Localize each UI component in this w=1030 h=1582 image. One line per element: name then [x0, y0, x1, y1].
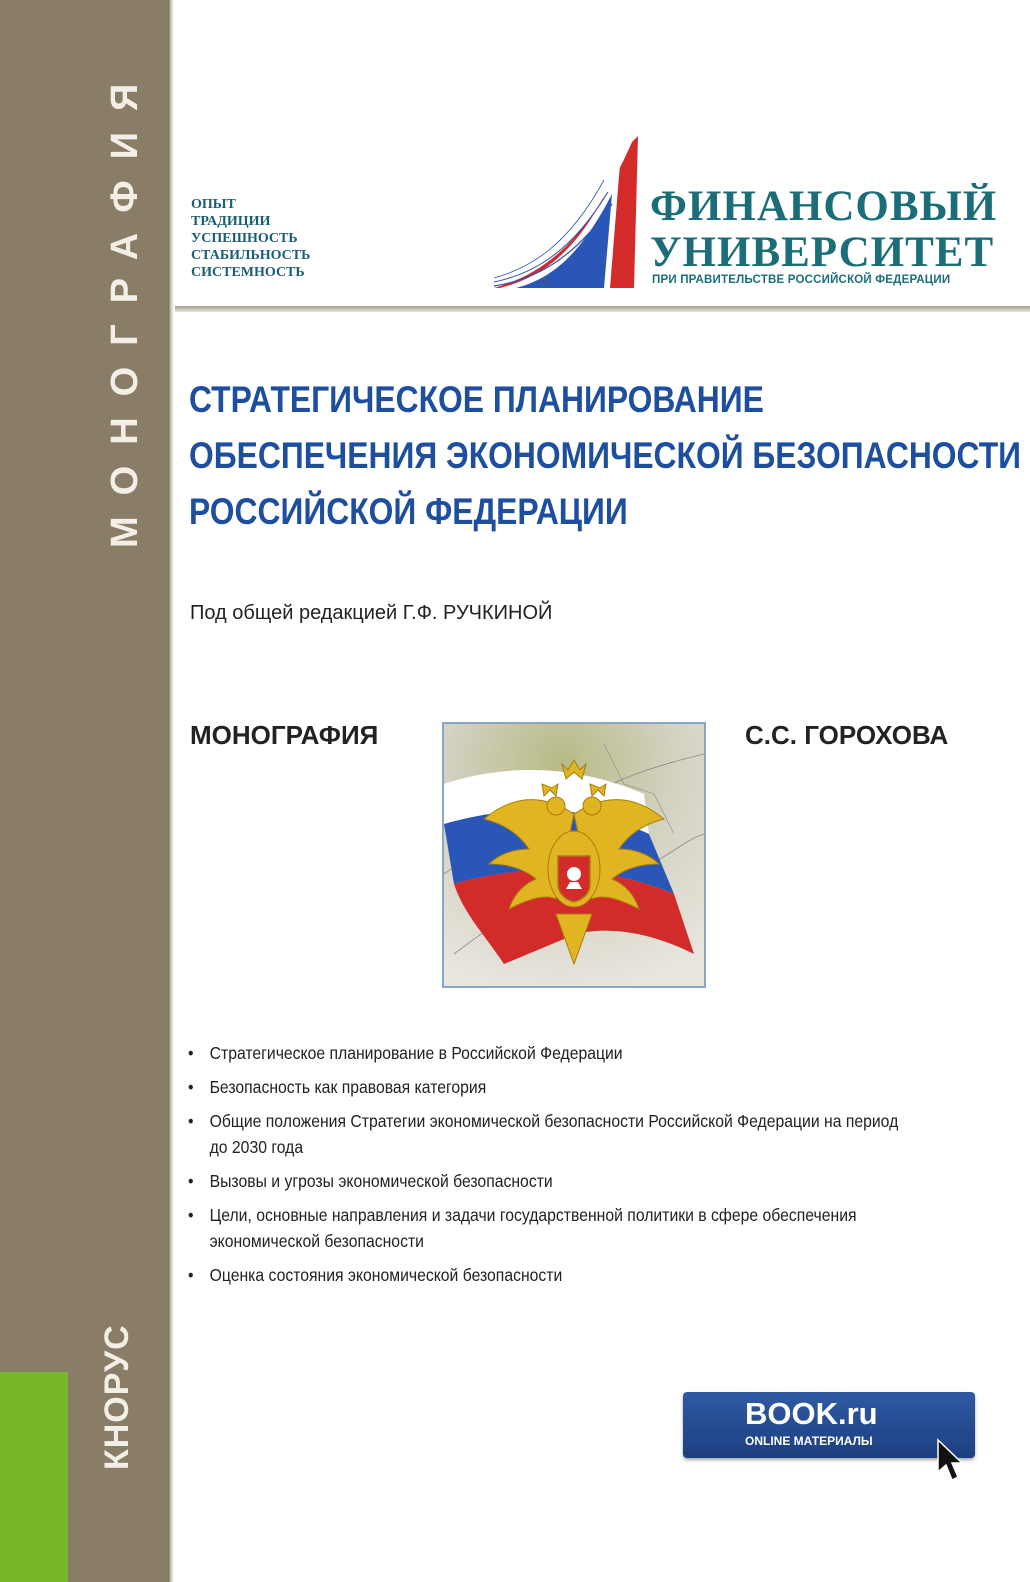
list-item: • Стратегическое планирование в Российской Федерации [188, 1040, 908, 1066]
value-item: ОПЫТ [191, 197, 236, 212]
badge-subtitle: ONLINE МАТЕРИАЛЫ [745, 1434, 873, 1448]
list-item: • Вызовы и угрозы экономической безопасности [188, 1168, 908, 1194]
value-item: УСПЕШНОСТЬ [191, 231, 298, 246]
author-name: С.С. ГОРОХОВА [745, 720, 949, 750]
list-item: • Оценка состояния экономической безопасности [188, 1262, 908, 1288]
university-name-line: ФИНАНСОВЫЙ [650, 183, 998, 230]
value-item: СТАБИЛЬНОСТЬ [191, 248, 311, 263]
genre-label: МОНОГРАФИЯ [190, 720, 379, 750]
spine-genre-text: МОНОГРАФИЯ [104, 62, 146, 548]
value-item: СИСТЕМНОСТЬ [191, 265, 305, 280]
university-name-line: УНИВЕРСИТЕТ [650, 229, 995, 276]
book-title-line: СТРАТЕГИЧЕСКОЕ ПЛАНИРОВАНИЕ [189, 379, 764, 420]
book-title-line: РОССИЙСКОЙ ФЕДЕРАЦИИ [189, 491, 628, 532]
spine-divider [168, 0, 174, 1582]
book-title [189, 372, 1022, 540]
list-item: • Цели, основные направления и задачи государственной политики в сфере обеспечения экономической безопасности [188, 1202, 908, 1254]
book-title-line: ОБЕСПЕЧЕНИЯ ЭКОНОМИЧЕСКОЙ БЕЗОПАСНОСТИ [189, 435, 1022, 476]
badge-title: BOOK.ru [745, 1396, 878, 1431]
spine-green-block [0, 1372, 68, 1582]
university-name [650, 184, 997, 276]
university-subtitle: ПРИ ПРАВИТЕЛЬСТВЕ РОССИЙСКОЙ ФЕДЕРАЦИИ [652, 274, 951, 286]
mouse-cursor-icon [936, 1438, 964, 1482]
topics-list [188, 1040, 908, 1296]
editor-credit: Под общей редакцией Г.Ф. РУЧКИНОЙ [190, 602, 553, 624]
header-divider [175, 306, 1030, 312]
publisher-name: КНОРУС [98, 1324, 136, 1470]
list-item: • Общие положения Стратегии экономической безопасности Российской Федерации на период до 2030 года [188, 1108, 908, 1160]
logo-year: 1919 [540, 280, 552, 286]
book-ru-badge[interactable] [683, 1392, 975, 1458]
list-item: • Безопасность как правовая категория [188, 1074, 908, 1100]
university-logo-icon [492, 134, 642, 290]
cover-illustration [442, 722, 706, 988]
coat-of-arms-icon [444, 724, 704, 986]
value-item: ТРАДИЦИИ [191, 214, 271, 229]
university-values [191, 196, 310, 281]
